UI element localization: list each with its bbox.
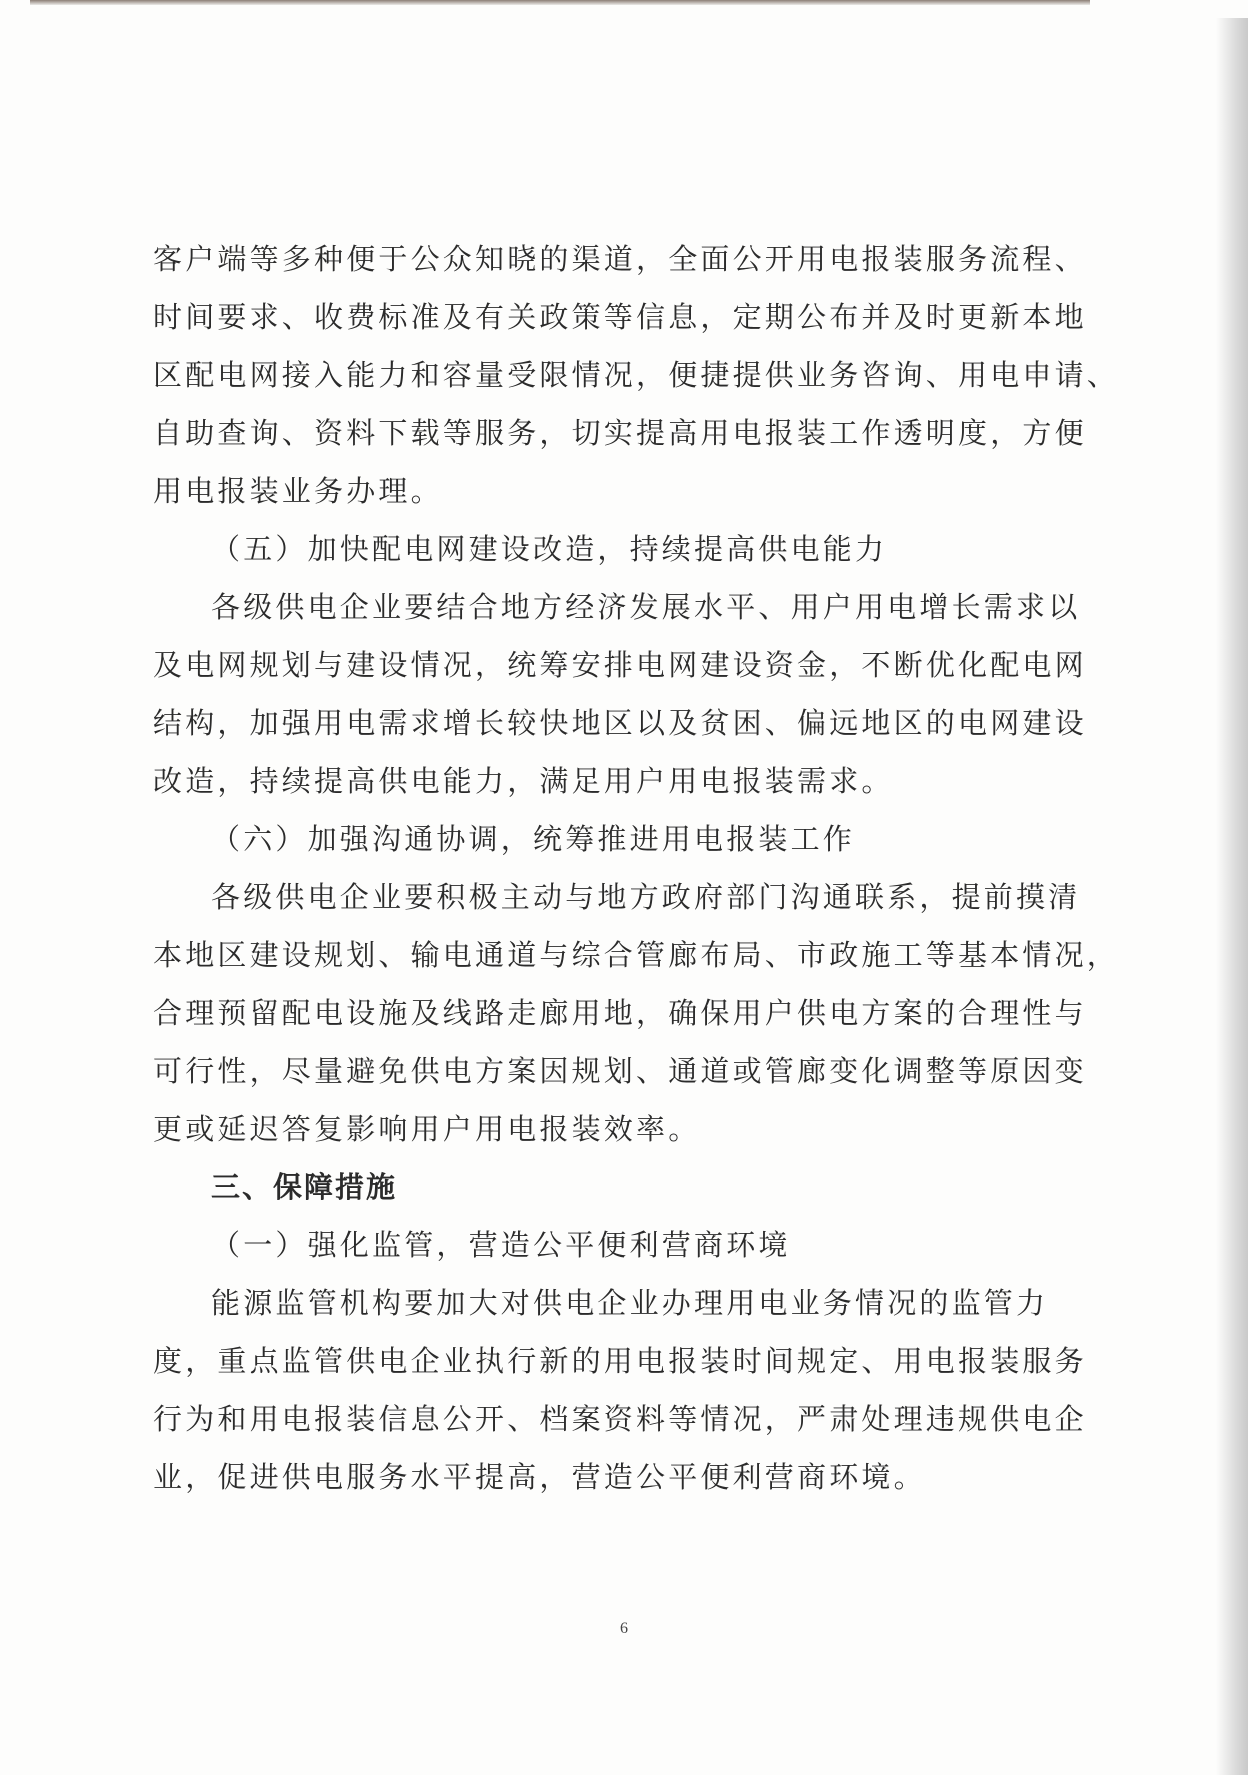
body-line: 合理预留配电设施及线路走廊用地，确保用户供电方案的合理性与 [153,996,1087,1030]
page-number: 6 [620,1620,628,1637]
section-heading: （六）加强沟通协调，统筹推进用电报装工作 [211,822,856,856]
section-heading: （一）强化监管，营造公平便利营商环境 [211,1228,791,1262]
scan-top-edge [30,0,1090,5]
body-line: 结构，加强用电需求增长较快地区以及贫困、偏远地区的电网建设 [153,706,1087,740]
paragraph-first-line: 能源监管机构要加大对供电企业办理用电业务情况的监管力 [211,1286,1049,1320]
document-body [153,230,1120,1506]
body-line: 区配电网接入能力和容量受限情况，便捷提供业务咨询、用电申请、 [153,358,1120,392]
body-line: 客户端等多种便于公众知晓的渠道，全面公开用电报装服务流程、 [153,242,1087,276]
body-line: 改造，持续提高供电能力，满足用户用电报装需求。 [153,764,894,798]
body-line: 可行性，尽量避免供电方案因规划、通道或管廊变化调整等原因变 [153,1054,1087,1088]
body-line: 用电报装业务办理。 [153,474,443,508]
body-line: 自助查询、资料下载等服务，切实提高用电报装工作透明度，方便 [153,416,1087,450]
chapter-heading: 三、保障措施 [211,1170,398,1204]
body-line: 度，重点监管供电企业执行新的用电报装时间规定、用电报装服务 [153,1344,1087,1378]
body-line: 本地区建设规划、输电通道与综合管廊布局、市政施工等基本情况， [153,938,1120,972]
body-line: 业，促进供电服务水平提高，营造公平便利营商环境。 [153,1460,926,1494]
body-line: 及电网规划与建设情况，统筹安排电网建设资金，不断优化配电网 [153,648,1087,682]
paragraph-first-line: 各级供电企业要积极主动与地方政府部门沟通联系，提前摸清 [211,880,1081,914]
body-line: 更或延迟答复影响用户用电报装效率。 [153,1112,701,1146]
body-line: 行为和用电报装信息公开、档案资料等情况，严肃处理违规供电企 [153,1402,1087,1436]
body-line: 时间要求、收费标准及有关政策等信息，定期公布并及时更新本地 [153,300,1087,334]
section-heading: （五）加快配电网建设改造，持续提高供电能力 [211,532,888,566]
scan-right-edge [1216,18,1248,1775]
paragraph-first-line: 各级供电企业要结合地方经济发展水平、用户用电增长需求以 [211,590,1081,624]
